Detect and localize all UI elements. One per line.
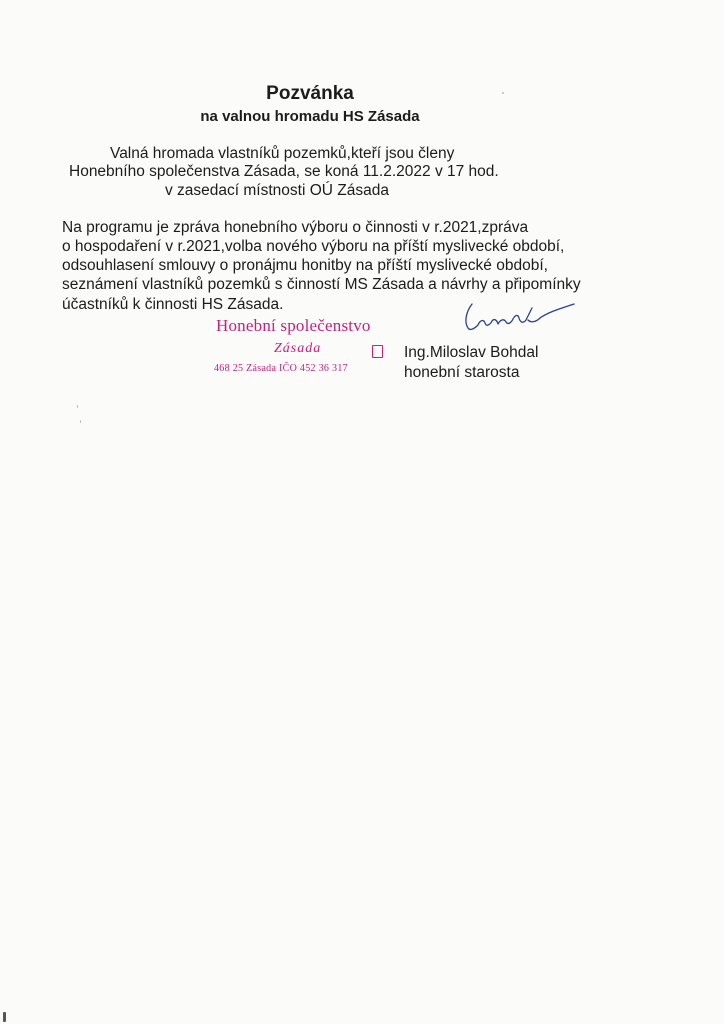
stamp-address-ico: 468 25 Zásada IČO 452 36 317	[214, 363, 348, 374]
scan-speck	[3, 1012, 6, 1022]
stamp-emblem-icon	[372, 345, 383, 358]
body-line-1: Na programu je zpráva honebního výboru o činnosti v r.2021,zpráva	[62, 219, 529, 236]
stamp-org-name: Honební společenstvo	[216, 316, 371, 335]
document-title: Pozvánka	[266, 83, 354, 104]
body-line-2: o hospodaření v r.2021,volba nového výboru na příští myslivecké období,	[62, 238, 565, 255]
body-line-5: účastníků k činnosti HS Zásada.	[62, 296, 284, 313]
signatory-name: Ing.Miloslav Bohdal	[404, 344, 539, 361]
scan-speck	[80, 420, 81, 423]
body-line-3: odsouhlasení smlouvy o pronájmu honitby na příští myslivecké období,	[62, 257, 548, 274]
intro-line-3: v zasedací místnosti OÚ Zásada	[165, 182, 389, 199]
scan-speck	[77, 405, 78, 408]
stamp-town: Zásada	[274, 341, 322, 356]
document-subtitle: na valnou hromadu HS Zásada	[200, 108, 420, 125]
intro-line-2: Honebního společenstva Zásada, se koná 11.2.2022 v 17 hod.	[69, 163, 499, 180]
intro-line-1: Valná hromada vlastníků pozemků,kteří jsou členy	[110, 145, 455, 162]
signatory-role: honební starosta	[404, 364, 520, 381]
organization-stamp	[212, 316, 392, 386]
scan-speck	[502, 92, 504, 94]
handwritten-signature	[458, 298, 578, 338]
body-line-4: seznámení vlastníků pozemků s činností MS Zásada a návrhy a připomínky	[62, 276, 581, 293]
